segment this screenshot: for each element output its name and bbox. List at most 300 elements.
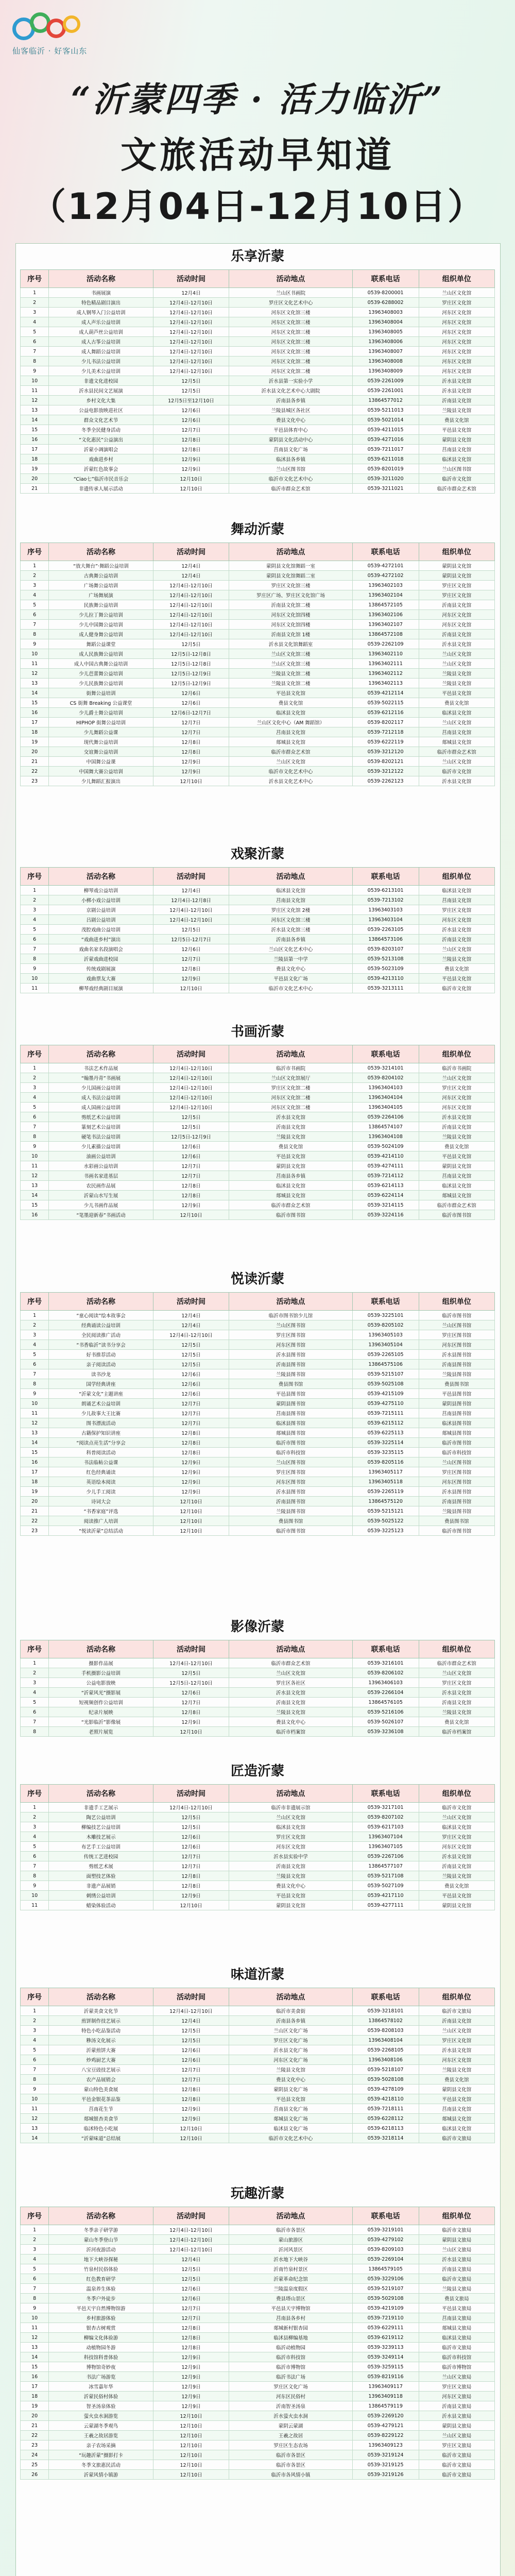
table-cell: 18 xyxy=(21,454,49,464)
table-cell: 罗庄区文化馆 xyxy=(419,298,494,308)
table-cell: 12月6日 xyxy=(153,2284,229,2294)
table-cell: 0539-5217108 xyxy=(352,1871,419,1881)
table-cell: 临沂市文旅局 xyxy=(419,2225,494,2235)
table-cell: 萤火虫水洞游览 xyxy=(49,2411,153,2421)
column-header: 组织单位 xyxy=(419,868,494,886)
table-cell: 0539-5024109 xyxy=(352,1142,419,1151)
table-cell: 12月5日-12月9日 xyxy=(153,1132,229,1142)
table-cell: 沂水县文化馆 xyxy=(419,1852,494,1861)
table-row xyxy=(21,1506,495,1516)
table-cell: 少儿拉丁舞公益培训 xyxy=(49,610,153,620)
table-cell: 12 xyxy=(21,1418,49,1428)
table-cell: 河东区图书馆 xyxy=(229,1477,352,1487)
table-row xyxy=(21,1852,495,1861)
table-cell: 罗庄区生态农场 xyxy=(229,2441,352,2450)
table-cell: 12月4日-12月10日 xyxy=(153,1803,229,1812)
table-cell: 12月10日 xyxy=(153,776,229,786)
table-row xyxy=(21,590,495,600)
table-row xyxy=(21,484,495,494)
table-cell: 兰山区文化馆 xyxy=(419,1812,494,1822)
table-cell: 诗词大会 xyxy=(49,1497,153,1506)
table-cell: 12月7日 xyxy=(153,1861,229,1871)
table-cell: 12月5日-12月9日 xyxy=(153,669,229,679)
table-row xyxy=(21,2245,495,2255)
table-cell: 民族舞公益培训 xyxy=(49,600,153,610)
table-cell: 25 xyxy=(21,2460,49,2470)
table-cell: 6 xyxy=(21,1360,49,1369)
table-cell: 沂水县文化馆 xyxy=(419,1112,494,1122)
table-cell: 河东区文化馆 xyxy=(419,327,494,337)
table-cell: 0539-6225113 xyxy=(352,1428,419,1438)
table-row xyxy=(21,317,495,327)
table-cell: 经典诵读公益培训 xyxy=(49,1320,153,1330)
table-row xyxy=(21,954,495,964)
table-cell: 0539-4275110 xyxy=(352,1399,419,1409)
table-cell: 0539-2261009 xyxy=(352,376,419,386)
table-cell: 0539-5215107 xyxy=(352,1369,419,1379)
table-cell: 12月7日 xyxy=(153,1171,229,1181)
table-cell: 10 xyxy=(21,1399,49,1409)
table-cell: 兰山区文化馆 xyxy=(229,757,352,767)
table-cell: 12月8日 xyxy=(153,737,229,747)
table-cell: 平邑县文化馆 xyxy=(229,1151,352,1161)
column-header: 活动名称 xyxy=(49,1785,153,1803)
table-cell: 0539-3236108 xyxy=(352,1727,419,1737)
table-cell: 罗庄区文化馆 xyxy=(419,590,494,600)
table-row xyxy=(21,737,495,747)
table-cell: 13864572105 xyxy=(352,600,419,610)
table-row xyxy=(21,698,495,708)
table-row xyxy=(21,639,495,649)
table-cell: 蒙山旅游区 xyxy=(229,2235,352,2245)
table-cell: 舞蹈公益课堂 xyxy=(49,639,153,649)
table-cell: 13963402111 xyxy=(352,659,419,669)
table-cell: 费县图书馆 xyxy=(229,1516,352,1526)
table-cell: 12 xyxy=(21,1171,49,1181)
table-cell: 12月5日 xyxy=(153,639,229,649)
table-cell: 现代舞公益培训 xyxy=(49,737,153,747)
table-cell: 兰山区文旅局 xyxy=(419,2372,494,2382)
table-cell: 20 xyxy=(21,747,49,757)
column-header: 活动地点 xyxy=(229,270,352,288)
table-cell: 21 xyxy=(21,757,49,767)
table-header-row xyxy=(21,1293,495,1311)
table-cell: 临沂市群众艺术馆 xyxy=(419,747,494,757)
table-row xyxy=(21,435,495,445)
table-cell: 12月4日-12月10日 xyxy=(153,357,229,366)
table-cell: 费县文化中心 xyxy=(229,964,352,974)
table-cell: 12月5日 xyxy=(153,2036,229,2045)
column-header: 组织单位 xyxy=(419,1988,494,2006)
table-row xyxy=(21,886,495,895)
table-cell: 河东区民俗村 xyxy=(229,2392,352,2401)
table-cell: 0539-3249114 xyxy=(352,2352,419,2362)
table-row xyxy=(21,1340,495,1350)
logo-tagline: 仙客临沂 · 好客山东 xyxy=(12,46,88,56)
table-cell: 临沂市书画院 xyxy=(229,1063,352,1073)
table-cell: 12月9日 xyxy=(153,974,229,984)
column-header: 联系电话 xyxy=(352,1988,419,2006)
table-cell: 12月5日至12月10日 xyxy=(153,396,229,405)
table-cell: 特色小吃品鉴活动 xyxy=(49,2026,153,2036)
table-cell: 少儿美术公益培训 xyxy=(49,366,153,376)
table-cell: 费县文化馆 xyxy=(419,2075,494,2084)
table-cell: “放大舞台”·舞蹈公益培训 xyxy=(49,561,153,571)
table-cell: 硬笔书法公益培训 xyxy=(49,1132,153,1142)
table-cell: 12月9日 xyxy=(153,2392,229,2401)
table-cell: 13864578102 xyxy=(352,2016,419,2026)
table-cell: 莒南县文化馆 xyxy=(419,445,494,454)
table-cell: 9 xyxy=(21,639,49,649)
table-cell: 临沂市文化馆 xyxy=(419,984,494,993)
table-cell: 12月7日 xyxy=(153,954,229,964)
column-header: 活动地点 xyxy=(229,1988,352,2006)
table-cell: 河东区文化馆 xyxy=(419,2055,494,2065)
column-header: 序号 xyxy=(21,1293,49,1311)
table-cell: 临沂市文旅局 xyxy=(419,2006,494,2016)
table-cell: 读书沙龙 xyxy=(49,1369,153,1379)
table-cell: 13963403104 xyxy=(352,915,419,925)
table-cell: 23 xyxy=(21,776,49,786)
column-header: 活动地点 xyxy=(229,543,352,561)
table-row xyxy=(21,2411,495,2421)
table-cell: 兰山区文化馆 xyxy=(419,1073,494,1083)
table-cell: 13963404105 xyxy=(352,1103,419,1112)
logo-rings-icon xyxy=(12,10,90,43)
table-cell: 12月5日 xyxy=(153,1668,229,1678)
table-cell: 15 xyxy=(21,2362,49,2372)
table-row xyxy=(21,915,495,925)
table-cell: 煎饼制作技艺展示 xyxy=(49,2016,153,2026)
table-cell: 13864574107 xyxy=(352,1122,419,1132)
table-row xyxy=(21,610,495,620)
table-row xyxy=(21,1678,495,1688)
table-cell: 0539-8208103 xyxy=(352,2026,419,2036)
table-cell: 交谊舞公益培训 xyxy=(49,747,153,757)
table-cell: 3 xyxy=(21,1330,49,1340)
table-cell: 兰山区图书馆 xyxy=(229,1320,352,1330)
column-header: 活动名称 xyxy=(49,1640,153,1658)
table-cell: 临沂市文化馆 xyxy=(419,474,494,484)
table-row xyxy=(21,2352,495,2362)
table-cell: 沂南县各乡镇 xyxy=(229,935,352,944)
table-cell: 12月4日-12月10日 xyxy=(153,1083,229,1093)
table-cell: 兰山区文化馆 xyxy=(419,718,494,727)
table-row xyxy=(21,1717,495,1727)
section-title: 玩趣沂蒙 xyxy=(230,2186,284,2201)
table-cell: 8 xyxy=(21,2075,49,2084)
table-cell: 12月5日-12月8日 xyxy=(153,649,229,659)
table-cell: 蒙阴县图书馆 xyxy=(419,1399,494,1409)
table-cell: 12月6日 xyxy=(153,415,229,425)
table-cell: 兰山区文化艺术中心 xyxy=(229,944,352,954)
table-cell: 0539-3225101 xyxy=(352,1311,419,1320)
table-cell: 13963408106 xyxy=(352,2055,419,2065)
table-cell: 0539-3219124 xyxy=(352,2450,419,2460)
table-cell: 4 xyxy=(21,2036,49,2045)
table-cell: 11 xyxy=(21,2104,49,2114)
table-cell: 0539-5021014 xyxy=(352,415,419,425)
table-cell: 0539-8205102 xyxy=(352,1320,419,1330)
table-cell: 柳编技艺公益培训 xyxy=(49,1822,153,1832)
table-cell: 临沂市群众艺术馆 xyxy=(229,747,352,757)
table-cell: 12 xyxy=(21,669,49,679)
table-cell: 9 xyxy=(21,2303,49,2313)
table-cell: 兰山区文化馆 xyxy=(419,2026,494,2036)
table-cell: 临沂市美食街 xyxy=(229,2006,352,2016)
table-cell: 2 xyxy=(21,298,49,308)
table-row xyxy=(21,1668,495,1678)
table-cell: 兰山区图书馆 xyxy=(229,464,352,474)
table-cell: 临沭县文化馆 xyxy=(419,454,494,464)
table-cell: 0539-4214110 xyxy=(352,1151,419,1161)
table-cell: 0539-6219112 xyxy=(352,2333,419,2343)
table-cell: 临沂市图书馆 xyxy=(419,1438,494,1448)
table-header-row xyxy=(21,1785,495,1803)
table-cell: 兰陵县文化馆 xyxy=(229,2065,352,2075)
table-cell: 13864576105 xyxy=(352,1698,419,1707)
table-cell: 0539-8201019 xyxy=(352,464,419,474)
table-cell: 罗庄区文化馆 2楼 xyxy=(229,905,352,915)
table-cell: 平邑县天宇博物馆 xyxy=(229,2303,352,2313)
table-cell: 吕剧公益培训 xyxy=(49,915,153,925)
column-header: 序号 xyxy=(21,543,49,561)
table-cell: 5 xyxy=(21,1103,49,1112)
table-cell: 6 xyxy=(21,337,49,347)
table-cell: 莒南县文化馆 xyxy=(419,2104,494,2114)
table-cell: 12月5日 xyxy=(153,2264,229,2274)
table-cell: 平邑县图书馆 xyxy=(419,1389,494,1399)
table-cell: 12月10日 xyxy=(153,1901,229,1910)
table-cell: 沂水县文化艺术中心 xyxy=(229,776,352,786)
table-cell: 兰山区文化馆三楼 xyxy=(229,649,352,659)
table-cell: “童心阅读”绘本故事会 xyxy=(49,1311,153,1320)
table-row xyxy=(21,1103,495,1112)
table-cell: 12月6日 xyxy=(153,2294,229,2303)
table-cell: 郯城新村银杏园 xyxy=(229,2323,352,2333)
table-cell: 3 xyxy=(21,308,49,317)
table-cell: 12月4日-12月10日 xyxy=(153,905,229,915)
table-cell: 12月8日 xyxy=(153,2343,229,2352)
column-header: 组织单位 xyxy=(419,2207,494,2225)
table-cell: 少儿舞蹈公益课 xyxy=(49,727,153,737)
table-cell: 0539-4272102 xyxy=(352,571,419,581)
table-cell: 非遗产品展销 xyxy=(49,1881,153,1891)
table-cell: 12月6日 xyxy=(153,688,229,698)
column-header: 活动时间 xyxy=(153,1293,229,1311)
table-cell: 13963407105 xyxy=(352,1842,419,1852)
table-cell: 临沂市科技馆 xyxy=(229,2352,352,2362)
table-cell: 河东区文化馆二楼 xyxy=(229,357,352,366)
table-cell: 京剧公益培训 xyxy=(49,905,153,915)
table-row xyxy=(21,1311,495,1320)
table-cell: 沂水县文化馆 xyxy=(419,776,494,786)
table-row xyxy=(21,2274,495,2284)
table-cell: 7 xyxy=(21,944,49,954)
table-cell: 成人舞蹈公益培训 xyxy=(49,347,153,357)
table-cell: 水彩画公益培训 xyxy=(49,1161,153,1171)
table-cell: 16 xyxy=(21,1210,49,1220)
table-cell: 莒南县各乡村 xyxy=(229,2313,352,2323)
table-cell: 图书漂流活动 xyxy=(49,1418,153,1428)
table-cell: 14 xyxy=(21,2133,49,2143)
table-row xyxy=(21,757,495,767)
table-cell: 0539-4219109 xyxy=(352,2303,419,2313)
table-cell: 少儿书法公益培训 xyxy=(49,357,153,366)
table-row xyxy=(21,288,495,298)
table-cell: 兰陵县图书馆 xyxy=(419,1506,494,1516)
table-cell: 22 xyxy=(21,767,49,776)
table-cell: 9 xyxy=(21,1881,49,1891)
table-cell: 1 xyxy=(21,2006,49,2016)
table-cell: 12月8日 xyxy=(153,1881,229,1891)
table-cell: 13963409118 xyxy=(352,2392,419,2401)
table-cell: 0539-2262123 xyxy=(352,776,419,786)
table-cell: 罗庄区文化馆 xyxy=(419,1678,494,1688)
table-cell: 戏曲进乡村 xyxy=(49,454,153,464)
table-row xyxy=(21,474,495,484)
table-cell: 临沂市文旅局 xyxy=(419,2133,494,2143)
table-cell: 蒙阴县文化馆舞蹈二室 xyxy=(229,571,352,581)
table-row xyxy=(21,1688,495,1698)
activity-table xyxy=(20,1988,495,2143)
section-title: 匠造沂蒙 xyxy=(230,1764,284,1779)
table-cell: 沂南县文化馆 xyxy=(419,600,494,610)
table-cell: 平邑县文化馆 xyxy=(419,1151,494,1161)
table-cell: 临沂市图书馆 xyxy=(419,1311,494,1320)
table-row xyxy=(21,2065,495,2075)
table-cell: 兰陵温泉度假区 xyxy=(229,2284,352,2294)
table-cell: 街舞公益培训 xyxy=(49,688,153,698)
table-cell: 8 xyxy=(21,1132,49,1142)
table-cell: 平邑天宇自然博物馆游 xyxy=(49,2303,153,2313)
table-row xyxy=(21,2055,495,2065)
table-row xyxy=(21,1369,495,1379)
table-cell: 蒙阴县文化馆 xyxy=(419,561,494,571)
table-row xyxy=(21,1389,495,1399)
table-cell: 罗庄区图书馆 xyxy=(229,1330,352,1340)
table-cell: 0539-7214112 xyxy=(352,1171,419,1181)
table-row xyxy=(21,1891,495,1901)
table-cell: 临沂市文化艺术中心 xyxy=(229,474,352,484)
column-header: 联系电话 xyxy=(352,1640,419,1658)
table-cell: 0539-5027109 xyxy=(352,1881,419,1891)
column-header: 序号 xyxy=(21,1640,49,1658)
table-cell: 12月5日-12月8日 xyxy=(153,659,229,669)
table-cell: 13 xyxy=(21,1428,49,1438)
table-cell: 英语绘本阅读 xyxy=(49,1477,153,1487)
table-cell: 临沂市各景区 xyxy=(229,2225,352,2235)
table-row xyxy=(21,1350,495,1360)
table-row xyxy=(21,620,495,630)
table-cell: 0539-4279102 xyxy=(352,2235,419,2245)
table-cell: 柳琴戏公益培训 xyxy=(49,886,153,895)
column-header: 活动名称 xyxy=(49,270,153,288)
table-cell: 7 xyxy=(21,1369,49,1379)
column-header: 序号 xyxy=(21,1785,49,1803)
table-cell: 兰山区文化中心（AM 舞蹈馆） xyxy=(229,718,352,727)
table-cell: 沂水县民间文艺展演 xyxy=(49,386,153,396)
table-cell: 0539-7219110 xyxy=(352,2313,419,2323)
table-cell: 10 xyxy=(21,376,49,386)
table-cell: 12月5日 xyxy=(153,1350,229,1360)
table-row xyxy=(21,2084,495,2094)
table-cell: 12月10日 xyxy=(153,2431,229,2441)
table-cell: 沂蒙民俗村体验 xyxy=(49,2392,153,2401)
table-cell: 5 xyxy=(21,1698,49,1707)
column-header: 联系电话 xyxy=(352,1785,419,1803)
table-row xyxy=(21,2016,495,2026)
table-cell: 沂水县图书馆 xyxy=(229,1350,352,1360)
table-cell: 12月8日 xyxy=(153,2084,229,2094)
table-row xyxy=(21,2372,495,2382)
table-cell: 费县图书馆 xyxy=(419,1379,494,1389)
table-cell: 12月7日 xyxy=(153,1409,229,1418)
section-7 xyxy=(20,1758,495,1910)
table-row xyxy=(21,1467,495,1477)
table-cell: “文化惠民”公益演出 xyxy=(49,435,153,445)
table-row xyxy=(21,1477,495,1487)
table-cell: 沂蒙美食文化节 xyxy=(49,2006,153,2016)
table-cell: “沂蒙文化”主题讲座 xyxy=(49,1389,153,1399)
column-header: 联系电话 xyxy=(352,543,419,561)
table-cell: 沂蒙煎饼大赛 xyxy=(49,2045,153,2055)
table-cell: 0539-5029108 xyxy=(352,2294,419,2303)
table-cell: 24 xyxy=(21,2450,49,2460)
table-cell: 14 xyxy=(21,415,49,425)
table-cell: 非遗手工艺展示 xyxy=(49,1803,153,1812)
table-cell: 13963408003 xyxy=(352,308,419,317)
table-cell: 3 xyxy=(21,905,49,915)
table-cell: “戏曲进乡村”演出 xyxy=(49,935,153,944)
table-cell: 0539-7215111 xyxy=(352,1409,419,1418)
table-cell: 0539-5023109 xyxy=(352,964,419,974)
table-cell: 12月6日 xyxy=(153,2055,229,2065)
table-cell: 河东区文化馆 xyxy=(229,1842,352,1852)
table-cell: 沂河夜游活动 xyxy=(49,2245,153,2255)
table-cell: “光影临沂”影像展 xyxy=(49,1717,153,1727)
table-cell: 4 xyxy=(21,1340,49,1350)
table-row xyxy=(21,454,495,464)
table-cell: 罗庄区文旅局 xyxy=(419,2441,494,2450)
table-cell: 0539-8202117 xyxy=(352,718,419,727)
table-cell: 0539-4217110 xyxy=(352,1891,419,1901)
table-cell: “悦读沂蒙”总结活动 xyxy=(49,1526,153,1536)
table-cell: 1 xyxy=(21,1658,49,1668)
table-row xyxy=(21,347,495,357)
table-cell: 12月4日-12月10日 xyxy=(153,610,229,620)
table-row xyxy=(21,2036,495,2045)
table-cell: 0539-3212122 xyxy=(352,767,419,776)
table-cell: 公益电影放映 xyxy=(49,1678,153,1688)
table-row xyxy=(21,2264,495,2274)
table-cell: 12月4日-12月10日 xyxy=(153,2235,229,2245)
table-cell: 12月10日 xyxy=(153,1506,229,1516)
table-cell: 沂水县图书馆 xyxy=(419,1487,494,1497)
table-cell: 少儿民族舞公益培训 xyxy=(49,679,153,688)
table-cell: 红色教育研学 xyxy=(49,2274,153,2284)
table-row xyxy=(21,1497,495,1506)
table-cell: 罗庄区图书馆 xyxy=(419,1330,494,1340)
table-cell: 12月10日 xyxy=(153,474,229,484)
column-header: 活动地点 xyxy=(229,1640,352,1658)
table-cell: 0539-3214115 xyxy=(352,1200,419,1210)
table-cell: 临沭县文化馆 xyxy=(419,1181,494,1191)
table-cell: 2 xyxy=(21,1073,49,1083)
column-header: 组织单位 xyxy=(419,1045,494,1063)
table-cell: 12月9日 xyxy=(153,767,229,776)
table-cell: 费县文化馆 xyxy=(229,698,352,708)
